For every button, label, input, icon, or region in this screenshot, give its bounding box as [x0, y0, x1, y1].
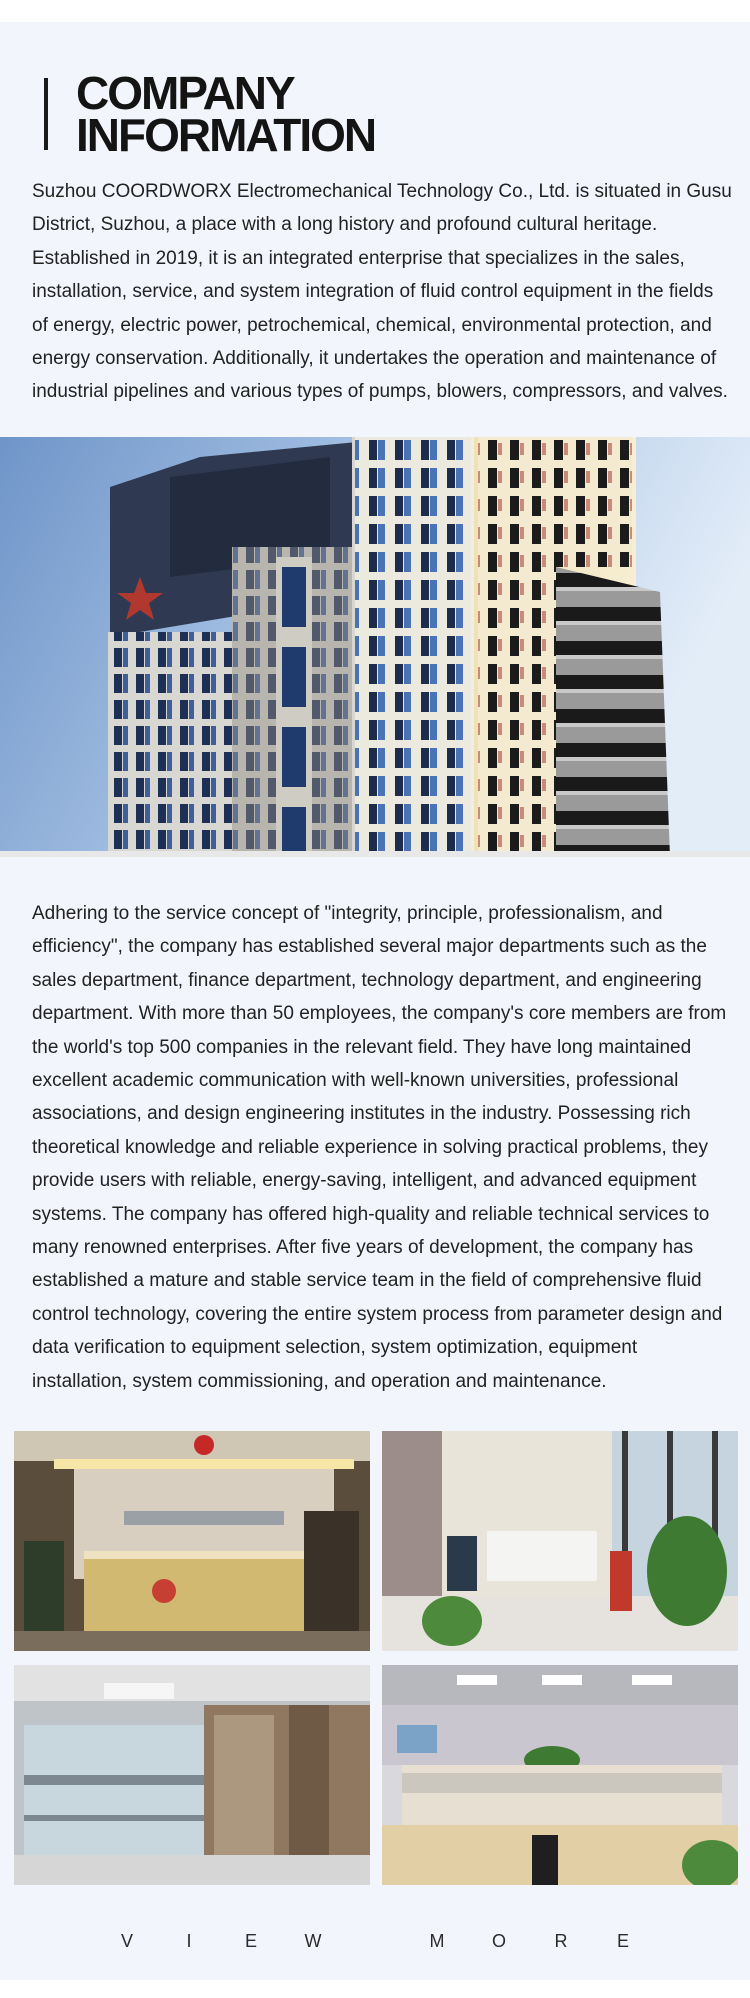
office-photo [382, 1665, 738, 1885]
view-more-letter: M [429, 1930, 445, 1951]
entrance-photo [14, 1665, 370, 1885]
view-more-letter: E [616, 1930, 629, 1951]
view-more-letter: I [186, 1930, 192, 1951]
building-photo [0, 437, 750, 857]
company-info-section [0, 22, 750, 1980]
reception-photo [14, 1431, 370, 1651]
view-more-letter: W [304, 1930, 322, 1951]
view-more-letter: V [120, 1930, 133, 1951]
lobby-photo [382, 1431, 738, 1651]
details-paragraph: Adhering to the service concept of "integrity, principle, professionalism, and efficiency", the company has established several major departments such as the sales department, finance department, technology department, and engineering department. With more than 50 employees, the company's core members are from the world's top 500 companies in the relevant field. They have long maintained excellent academic communication with well-known universities, professional associations, and design engineering institutes in the industry. Possessing rich theoretical knowledge and reliable experience in solving practical problems, they provide users with reliable, energy-saving, intelligent, and advanced equipment systems. The company has offered high-quality and reliable technical services to many renowned enterprises. After five years of development, the company has established a mature and stable service team in the field of comprehensive fluid control technology, covering the entire system process from parameter design and data verification to equipment selection, system optimization, equipment installation, system commissioning, and operation and maintenance. [32, 903, 727, 1392]
view-more-letter: E [244, 1930, 257, 1951]
title-line-2: INFORMATION [76, 109, 376, 161]
intro-paragraph: Suzhou COORDWORX Electromechanical Technology Co., Ltd. is situated in Gusu District, Suzhou, a place with a long history and profound cultural heritage. Established in 2019, it is an integrated enterprise that specializes in the sales, installation, service, and system integration of fluid control equipment in the fields of energy, electric power, petrochemical, chemical, environmental protection, and energy conservation. Additionally, it undertakes the operation and maintenance of industrial pipelines and various types of pumps, blowers, compressors, and valves. [32, 181, 732, 403]
view-more-letter: R [554, 1930, 568, 1951]
title-line-1: COMPANY [76, 67, 294, 119]
title-accent-bar [44, 78, 48, 150]
view-more-letter: O [491, 1930, 506, 1951]
view-more-button[interactable] [0, 1926, 750, 1956]
page-title [76, 67, 476, 161]
